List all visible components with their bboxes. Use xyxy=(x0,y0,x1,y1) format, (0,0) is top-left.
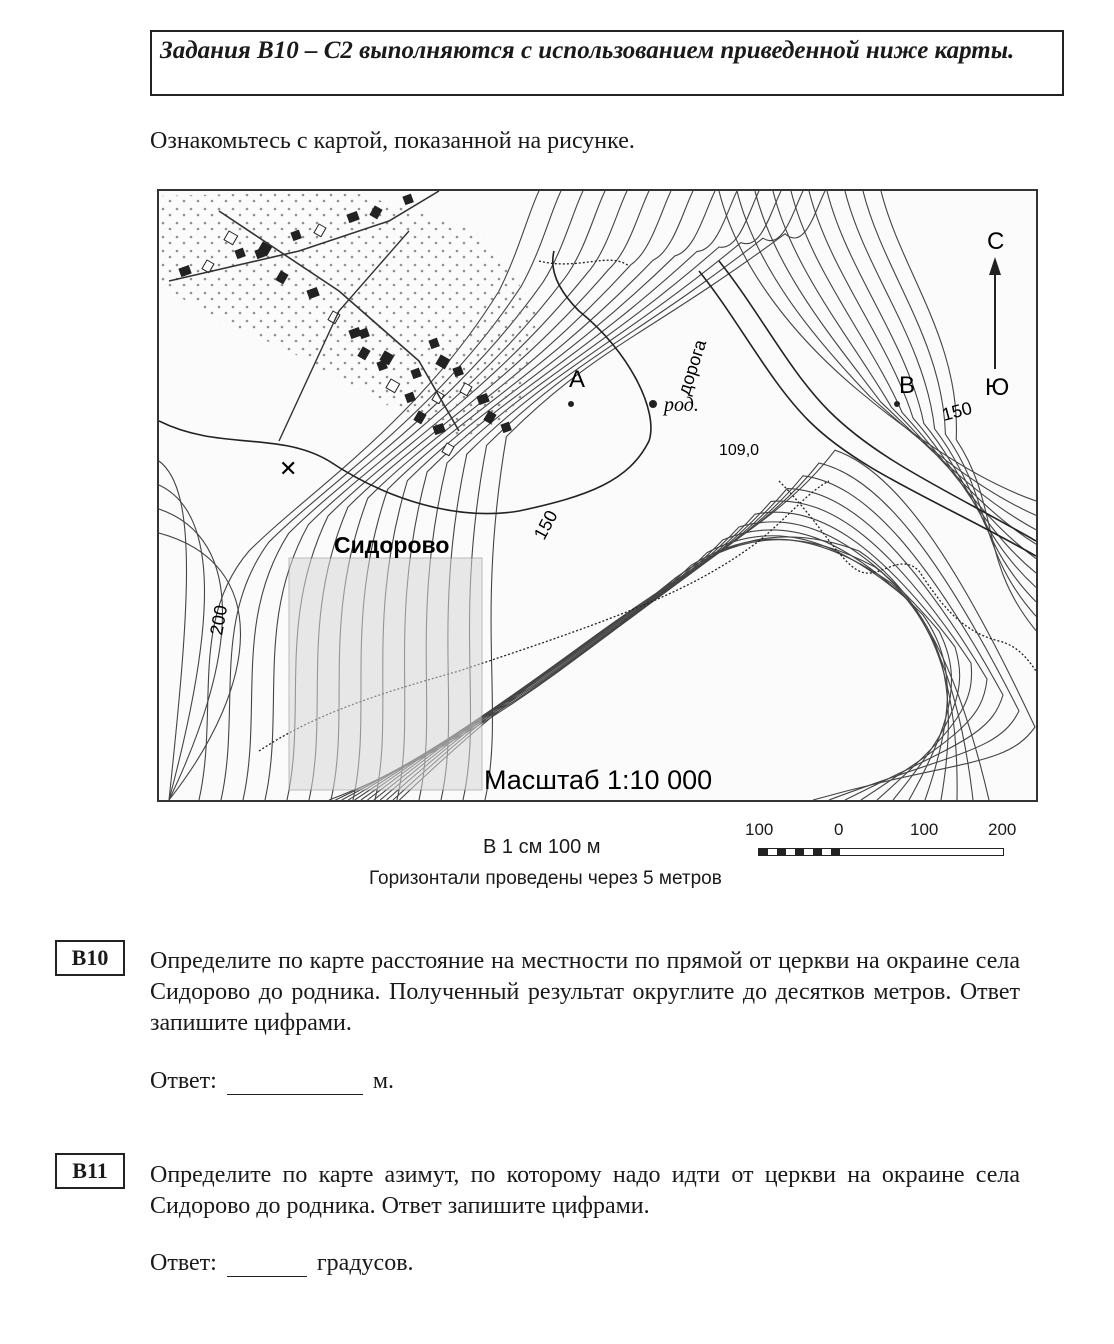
scale-tick-label: 0 xyxy=(834,820,844,839)
church-icon: ✕ xyxy=(279,456,298,481)
contour-label-150-b: 150 xyxy=(939,397,975,425)
answer-line-b10 xyxy=(150,1068,394,1095)
map-scale-label: Масштаб 1:10 000 xyxy=(484,765,713,795)
scale-bar-graphic xyxy=(758,848,1004,856)
answer-unit: градусов. xyxy=(316,1250,414,1276)
contour-line xyxy=(485,191,825,800)
point-b-label: В xyxy=(899,372,916,399)
village-label: Сидорово xyxy=(334,532,450,558)
task-text-b10: Определите по карте расстояние на местности по прямой от церкви на окраине села Сидорово до родника. Полученный результат округлите до десятков метров. Ответ запишите цифрами. xyxy=(150,948,1020,1036)
answer-unit: м. xyxy=(372,1068,395,1094)
point-a-marker xyxy=(568,401,574,407)
contour-line xyxy=(159,485,205,800)
contour-line xyxy=(159,509,223,800)
map-drawing xyxy=(159,191,1036,800)
scale-tick-label: 200 xyxy=(988,820,1017,839)
spring-marker xyxy=(649,400,657,408)
scale-tick-label: 100 xyxy=(910,820,939,839)
intro-text: Ознакомьтесь с картой, показанной на рисунке. xyxy=(150,128,635,154)
contour-label-150-a: 150 xyxy=(529,506,562,543)
contour-label-200: 200 xyxy=(206,603,232,637)
task-number-b11: В11 xyxy=(55,1153,125,1189)
scale-text: В 1 см 100 м xyxy=(483,836,601,858)
scale-bar xyxy=(740,820,1020,864)
instructions-text: Задания В10 – С2 выполняются с использованием приведенной ниже карты. xyxy=(160,37,1015,64)
answer-label: Ответ: xyxy=(150,1250,217,1276)
point-a-label: А xyxy=(569,366,586,393)
point-b-marker xyxy=(894,401,900,407)
north-label: С xyxy=(987,228,1005,255)
topographic-map xyxy=(157,189,1038,802)
house xyxy=(442,443,454,456)
contour-line xyxy=(159,533,241,800)
answer-label: Ответ: xyxy=(150,1068,217,1094)
elevation-label: 109,0 xyxy=(719,442,760,459)
instructions-box xyxy=(150,30,1064,96)
contour-line xyxy=(159,461,187,800)
contour-interval-note: Горизонтали проведены через 5 метров xyxy=(369,868,722,889)
scale-tick-label: 100 xyxy=(745,820,774,839)
house xyxy=(403,194,413,204)
road-label: дорога xyxy=(673,337,711,398)
contour-line xyxy=(399,450,1035,800)
task-text-b11: Определите по карте азимут, по которому надо идти от церкви на окраине села Сидорово до родника. Ответ запишите цифрами. xyxy=(150,1162,1020,1219)
task-number-b10: В10 xyxy=(55,940,125,976)
north-arrow-icon xyxy=(989,257,1001,275)
answer-line-b11 xyxy=(150,1250,414,1277)
answer-blank-b10[interactable] xyxy=(227,1072,363,1095)
south-label: Ю xyxy=(985,374,1010,401)
spring-label: род. xyxy=(664,394,699,416)
answer-blank-b11[interactable] xyxy=(227,1254,307,1277)
shaded-area xyxy=(289,558,482,790)
